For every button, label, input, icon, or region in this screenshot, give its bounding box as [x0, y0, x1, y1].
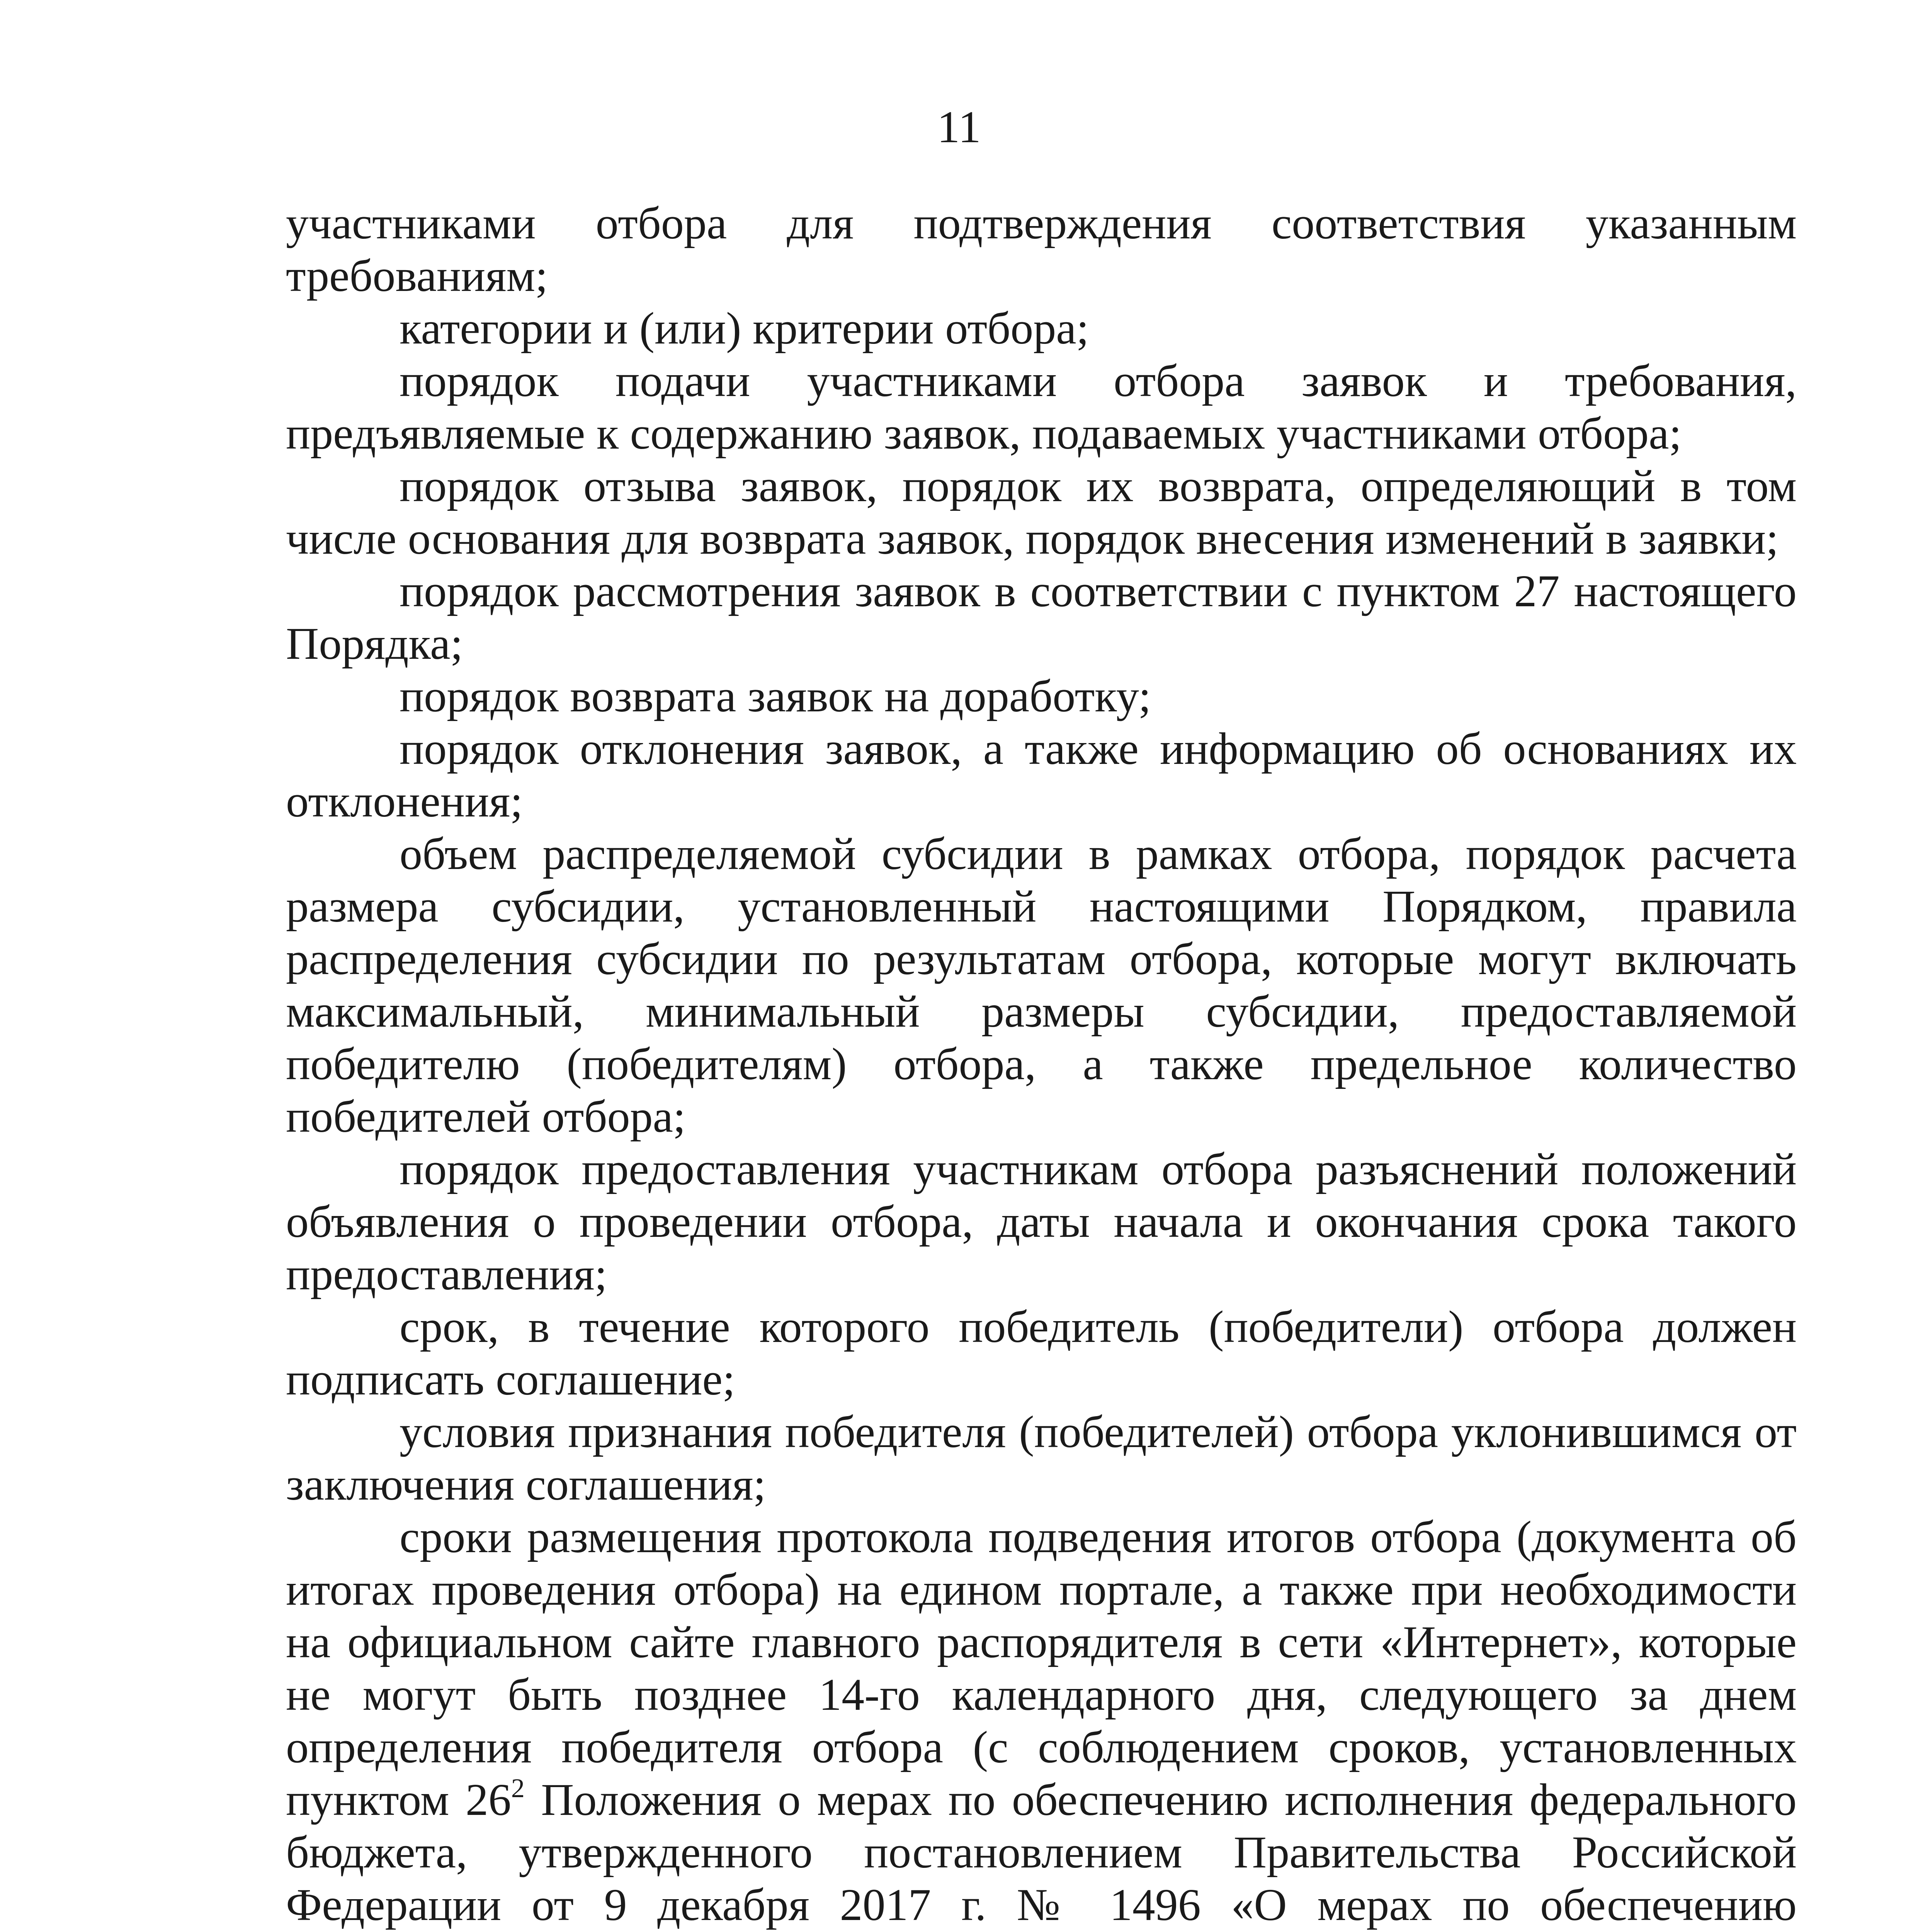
- page-number: 11: [937, 102, 981, 152]
- paragraph-submission-procedure: порядок подачи участниками отбора заявок и требования, предъявляемые к содержанию заявок, подаваемых участниками отбора;: [286, 355, 1797, 459]
- paragraph-review-procedure: порядок рассмотрения заявок в соответствии с пунктом 27 настоящего Порядка;: [286, 566, 1797, 669]
- paragraph-subsidy-volume: объем распределяемой субсидии в рамках отбора, порядок расчета размера субсидии, установленный настоящими Порядком, правила распределения субсидии по результатам отбора, которые могут включать максимальный, минимальный размеры субсидии, предоставляемой победителю (победителям) отбора, а также предельное количество победителей отбора;: [286, 828, 1797, 1142]
- paragraph-evasion-conditions: условия признания победителя (победителей) отбора уклонившимся от заключения соглашения;: [286, 1406, 1797, 1510]
- paragraph-withdrawal-procedure: порядок отзыва заявок, порядок их возврата, определяющий в том числе основания для возврата заявок, порядок внесения изменений в заявки;: [286, 461, 1797, 564]
- paragraph-agreement-deadline: срок, в течение которого победитель (победители) отбора должен подписать соглашение;: [286, 1301, 1797, 1405]
- protocol-text-part1: сроки размещения протокола подведения итогов отбора (документа об итогах проведения отбора) на едином портале, а также при необходимости на официальном сайте главного распорядителя в сети «Интернет», которые не могут быть позднее 14-го календарного дня, следующего за днем определения победителя отбора (с соблюдением сроков, установленных пунктом 26: [286, 1512, 1797, 1825]
- paragraph-return-for-revision: порядок возврата заявок на доработку;: [400, 671, 1151, 721]
- paragraph-clarifications: порядок предоставления участникам отбора разъяснений положений объявления о проведении отбора, даты начала и окончания срока такого предоставления;: [286, 1144, 1797, 1299]
- protocol-text-part2: Положения о мерах по обеспечению исполнения федерального бюджета, утвержденного постановлением Правительства Российской Федерации от 9 декабря 2017 г. № 1496 «О мерах по обеспечению: [286, 1774, 1797, 1930]
- paragraph-selection-categories: категории и (или) критерии отбора;: [400, 303, 1089, 354]
- paragraph-protocol-deadlines: [286, 1511, 1797, 1932]
- footnote-superscript: 2: [511, 1774, 525, 1803]
- paragraph-continuation: участниками отбора для подтверждения соответствия указанным требованиям;: [286, 198, 1797, 301]
- paragraph-rejection-procedure: порядок отклонения заявок, а также информацию об основаниях их отклонения;: [286, 723, 1797, 827]
- document-body: [286, 197, 1797, 1932]
